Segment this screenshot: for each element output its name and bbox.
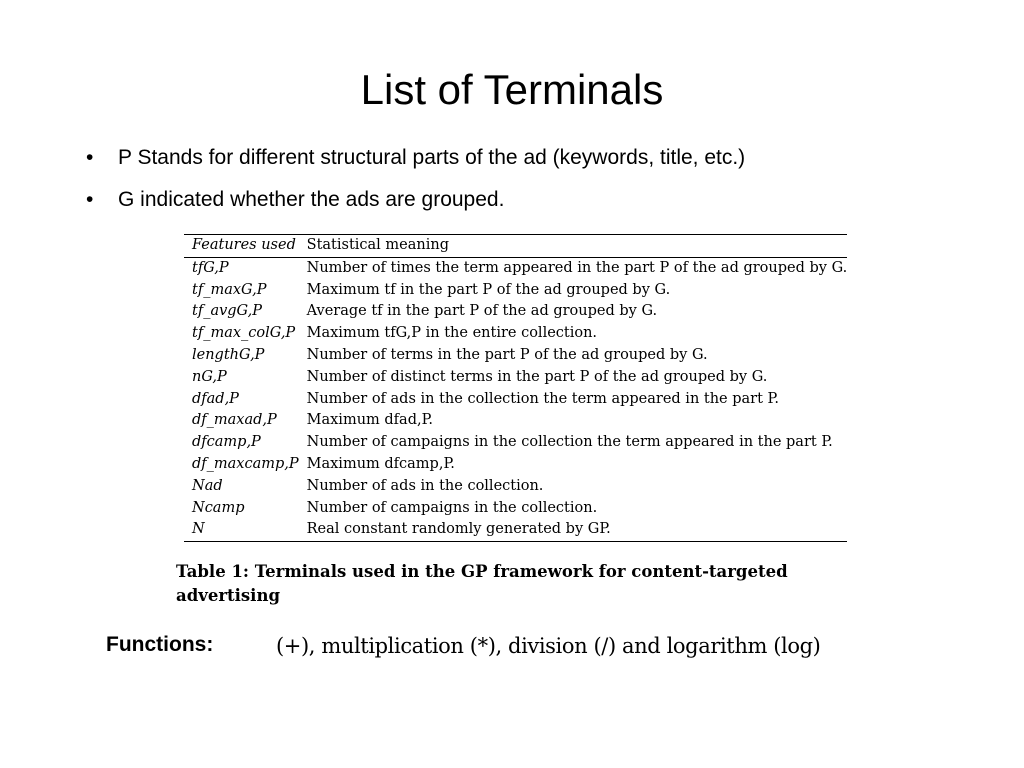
feature-cell: tfG,P <box>192 259 229 276</box>
bullet-item: • G indicated whether the ads are grouped. <box>86 186 745 214</box>
feature-cell: dfcamp,P <box>192 434 261 451</box>
table-row <box>184 323 847 345</box>
meaning-cell: Number of terms in the part P of the ad grouped by G. <box>306 346 708 363</box>
table-row <box>184 301 847 323</box>
meaning-cell: Number of ads in the collection the term appeared in the part P. <box>306 390 779 407</box>
table-row <box>184 519 847 541</box>
table-row <box>184 498 847 520</box>
feature-cell: Ncamp <box>192 499 245 516</box>
meaning-cell: Average tf in the part P of the ad grouped by G. <box>306 303 658 320</box>
feature-cell: lengthG,P <box>192 346 265 363</box>
feature-cell: tf_avgG,P <box>192 303 262 320</box>
bullet-list <box>86 144 745 228</box>
meaning-cell: Number of campaigns in the collection. <box>306 499 598 516</box>
table-row <box>184 345 847 367</box>
meaning-cell: Number of campaigns in the collection the term appeared in the part P. <box>306 434 833 451</box>
feature-cell: nG,P <box>192 368 227 385</box>
table-row <box>184 367 847 389</box>
table-row <box>184 389 847 411</box>
bullet-item: • P Stands for different structural parts of the ad (keywords, title, etc.) <box>86 144 745 172</box>
feature-cell: tf_max_colG,P <box>192 325 296 342</box>
meaning-cell: Number of ads in the collection. <box>306 477 544 494</box>
meaning-cell: Maximum dfcamp,P. <box>306 455 455 472</box>
feature-cell: df_maxad,P <box>192 412 277 429</box>
table-row <box>184 410 847 432</box>
column-header-features: Features used <box>192 237 296 253</box>
functions-formula: (+), multiplication (*), division (/) and logarithm (log) <box>276 634 821 658</box>
meaning-cell: Maximum tf in the part P of the ad grouped by G. <box>306 281 671 298</box>
meaning-cell: Maximum dfad,P. <box>306 412 434 429</box>
slide-title: List of Terminals <box>360 66 664 113</box>
table-header-row <box>184 235 847 258</box>
table-row <box>184 257 847 279</box>
meaning-cell: Number of times the term appeared in the part P of the ad grouped by G. <box>306 259 848 276</box>
table-row <box>184 454 847 476</box>
meaning-cell: Number of distinct terms in the part P of the ad grouped by G. <box>306 368 768 385</box>
feature-cell: dfad,P <box>192 390 239 407</box>
functions-label: Functions: <box>106 633 214 656</box>
column-header-meaning: Statistical meaning <box>306 237 449 253</box>
meaning-cell: Real constant randomly generated by GP. <box>306 521 611 538</box>
feature-cell: df_maxcamp,P <box>192 455 299 472</box>
feature-cell: tf_maxG,P <box>192 281 267 298</box>
terminals-table <box>184 234 847 542</box>
feature-cell: Nad <box>192 477 223 494</box>
table-row <box>184 432 847 454</box>
table-row <box>184 280 847 302</box>
feature-cell: N <box>192 521 205 538</box>
meaning-cell: Maximum tfG,P in the entire collection. <box>306 325 598 342</box>
table-caption: Table 1: Terminals used in the GP framework for content-targeted advertising <box>176 562 788 605</box>
table-row <box>184 476 847 498</box>
